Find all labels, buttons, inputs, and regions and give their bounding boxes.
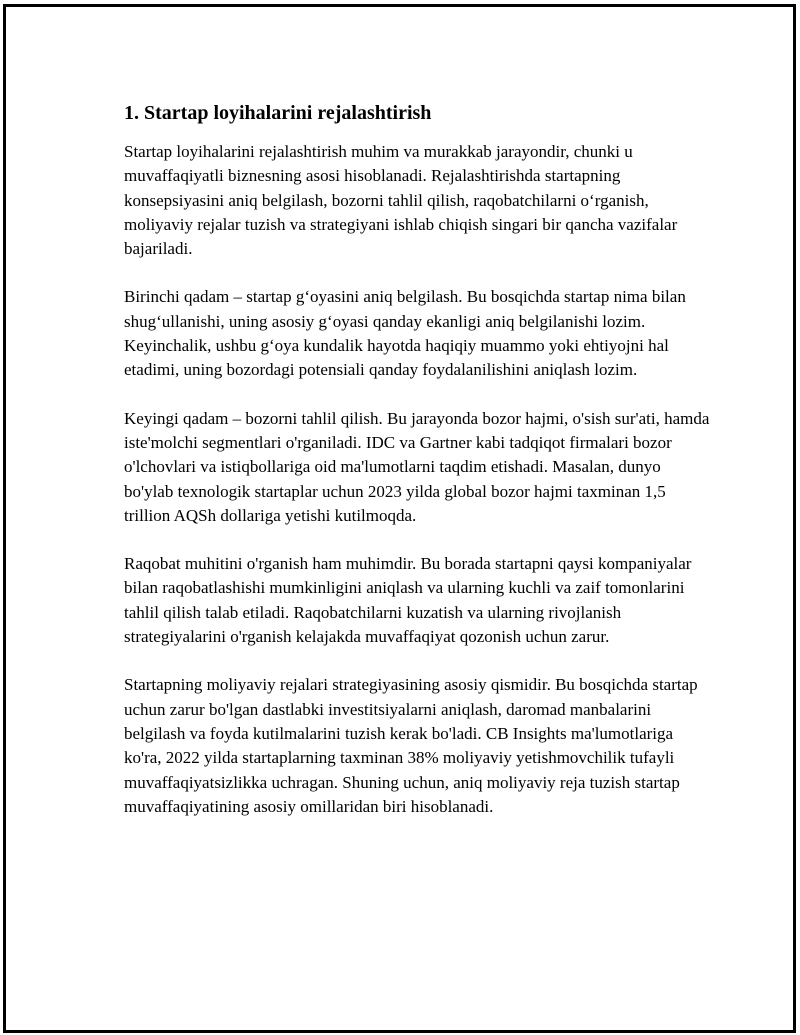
document-body — [124, 100, 714, 843]
paragraph-market-analysis: Keyingi qadam – bozorni tahlil qilish. Bu jarayonda bozor hajmi, o'sish sur'ati, hamda iste'molchi segmentlari o'rganiladi. IDC va Gartner kabi tadqiqot firmalari bozor o'lchovlari va istiqbollariga oid ma'lumotlarni taqdim etishadi. Masalan, dunyo bo'ylab texnologik startaplar uchun 2023 yilda global bozor hajmi taxminan 1,5 trillion AQSh dollariga yetishi kutilmoqda. — [124, 408, 710, 525]
paragraph-first-step: Birinchi qadam – startap g‘oyasini aniq belgilash. Bu bosqichda startap nima bilan shug‘ullanishi, uning asosiy g‘oyasi qanday ekanligi aniq belgilanishi lozim. Keyinchalik, ushbu g‘oya kundalik hayotda haqiqiy muammo yoki ehtiyojni hal etadimi, uning bozordagi potensiali qanday foydalanilishini aniqlash lozim. — [124, 287, 686, 380]
section-heading: 1. Startap loyihalarini rejalashtirish — [124, 102, 432, 124]
page-frame — [3, 4, 796, 1033]
paragraph-financial-plans: Startapning moliyaviy rejalari strategiyasining asosiy qismidir. Bu bosqichda startap uchun zarur bo'lgan dastlabki investitsiyalarni aniqlash, daromad manbalarini belgilash va foyda kutilmalarini tuzish kerak bo'ladi. CB Insights ma'lumotlariga ko'ra, 2022 yilda startaplarning taxminan 38% moliyaviy yetishmovchilik tufayli muvaffaqiyatsizlikka uchragan. Shuning uchun, aniq moliyaviy reja tuzish startap muvaffaqiyatining asosiy omillaridan biri hisoblanadi. — [124, 675, 698, 816]
paragraph-competition: Raqobat muhitini o'rganish ham muhimdir. Bu borada startapni qaysi kompaniyalar bilan raqobatlashishi mumkinligini aniqlash va ularning kuchli va zaif tomonlarini tahlil qilish talab etiladi. Raqobatchilarni kuzatish va ularning rivojlanish strategiyalarini o'rganish kelajakda muvaffaqiyat qozonish uchun zarur. — [124, 554, 692, 647]
paragraph-intro: Startap loyihalarini rejalashtirish muhim va murakkab jarayondir, chunki u muvaffaqiyatli biznesning asosi hisoblanadi. Rejalashtirishda startapning konsepsiyasini aniq belgilash, bozorni tahlil qilish, raqobatchilarni o‘rganish, moliyaviy rejalar tuzish va strategiyani ishlab chiqish singari bir qancha vazifalar bajariladi. — [124, 142, 678, 259]
